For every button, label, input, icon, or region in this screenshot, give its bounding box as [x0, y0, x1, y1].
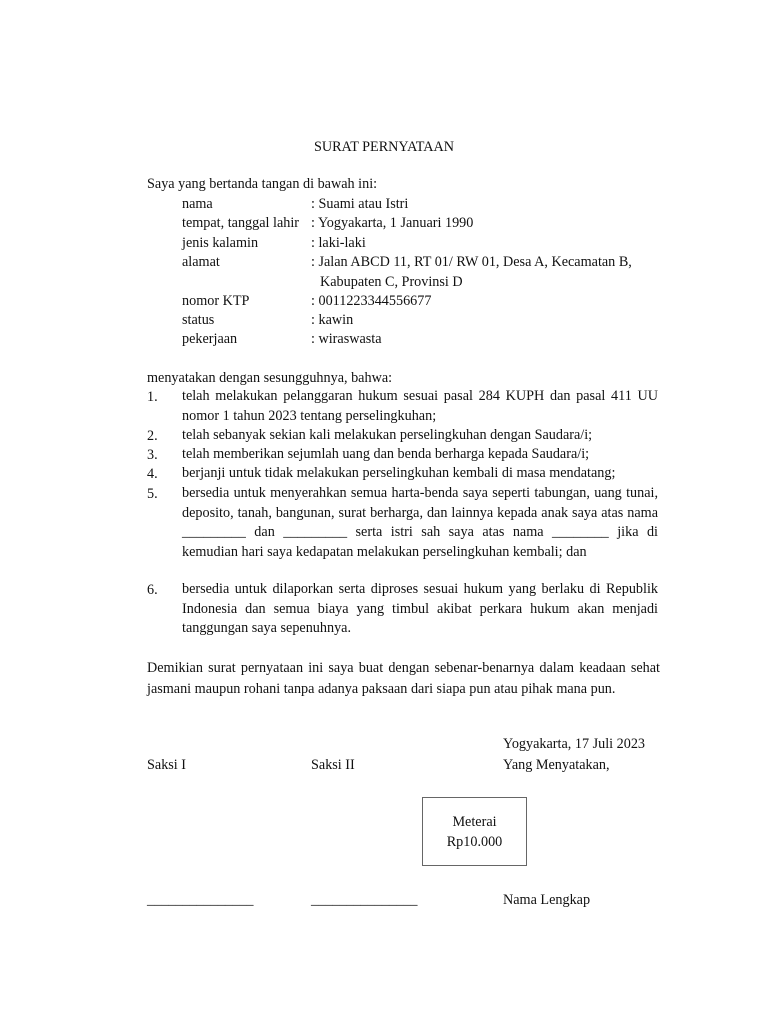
field-value-status: : kawin [311, 312, 354, 328]
list-item-text: telah memberikan sejumlah uang dan benda berharga kepada Saudara/i; [182, 446, 590, 462]
field-value-ktp: : 0011223344556677 [311, 293, 432, 309]
statement-intro: menyatakan dengan sesungguhnya, bahwa: [147, 370, 393, 386]
field-value-alamat: : Jalan ABCD 11, RT 01/ RW 01, Desa A, Kecamatan B, [311, 254, 632, 270]
witness-2-signature-line: _______________ [311, 892, 418, 908]
list-item-number: 5. [147, 486, 158, 502]
field-label-alamat: alamat [182, 254, 220, 270]
witness-2-label: Saksi II [311, 757, 355, 773]
field-label-ktp: nomor KTP [182, 293, 250, 309]
closing-paragraph: Demikian surat pernyataan ini saya buat dengan sebenar-benarnya dalam keadaan sehat jasmani maupun rohani tanpa adanya paksaan dari siapa pun atau pihak mana pun. [147, 660, 660, 697]
field-value-ttl: : Yogyakarta, 1 Januari 1990 [311, 215, 474, 231]
list-item-number: 4. [147, 466, 158, 482]
field-label-status: status [182, 312, 215, 328]
stamp-amount: Rp10.000 [446, 833, 503, 850]
list-item-number: 2. [147, 428, 158, 444]
field-label-pekerjaan: pekerjaan [182, 331, 238, 347]
field-value-alamat-line2: Kabupaten C, Provinsi D [320, 274, 463, 290]
intro-text: Saya yang bertanda tangan di bawah ini: [147, 176, 378, 192]
field-label-jenis-kelamin: jenis kalamin [182, 235, 259, 251]
list-item-number: 3. [147, 447, 158, 463]
list-item-number: 1. [147, 389, 158, 405]
list-item-text: bersedia untuk menyerahkan semua harta-benda saya seperti tabungan, uang tunai, deposito, tanah, bangunan, surat berharga, dan lainnya kepada anak saya atas nama _________ dan _________ serta istri sah saya atas nama ________ jika di kemudian hari saya kedapatan melakukan perselingkuhan kembali; dan [182, 485, 658, 560]
full-name-label: Nama Lengkap [503, 892, 591, 908]
witness-1-label: Saksi I [147, 757, 187, 773]
stamp-label: Meterai [452, 813, 497, 830]
list-item-text: berjanji untuk tidak melakukan perselingkuhan kembali di masa mendatang; [182, 465, 616, 481]
list-item-text: telah sebanyak sekian kali melakukan perselingkuhan dengan Saudara/i; [182, 427, 593, 443]
field-label-nama: nama [182, 196, 213, 212]
document-title: SURAT PERNYATAAN [313, 139, 455, 155]
place-date: Yogyakarta, 17 Juli 2023 [503, 736, 646, 752]
field-label-ttl: tempat, tanggal lahir [182, 215, 300, 231]
field-value-pekerjaan: : wiraswasta [311, 331, 382, 347]
field-value-jenis-kelamin: : laki-laki [311, 235, 366, 251]
declarant-label: Yang Menyatakan, [503, 757, 610, 773]
stamp-box [422, 797, 527, 866]
list-item-number: 6. [147, 582, 158, 598]
list-item-text: telah melakukan pelanggaran hukum sesuai pasal 284 KUPH dan pasal 411 UU nomor 1 tahun 2023 tentang perselingkuhan; [182, 388, 658, 424]
field-value-nama: : Suami atau Istri [311, 196, 409, 212]
list-item-text: bersedia untuk dilaporkan serta diproses sesuai hukum yang berlaku di Republik Indonesia dan semua biaya yang timbul akibat perkara hukum akan menjadi tanggungan saya sepenuhnya. [182, 581, 658, 636]
witness-1-signature-line: _______________ [147, 892, 254, 908]
